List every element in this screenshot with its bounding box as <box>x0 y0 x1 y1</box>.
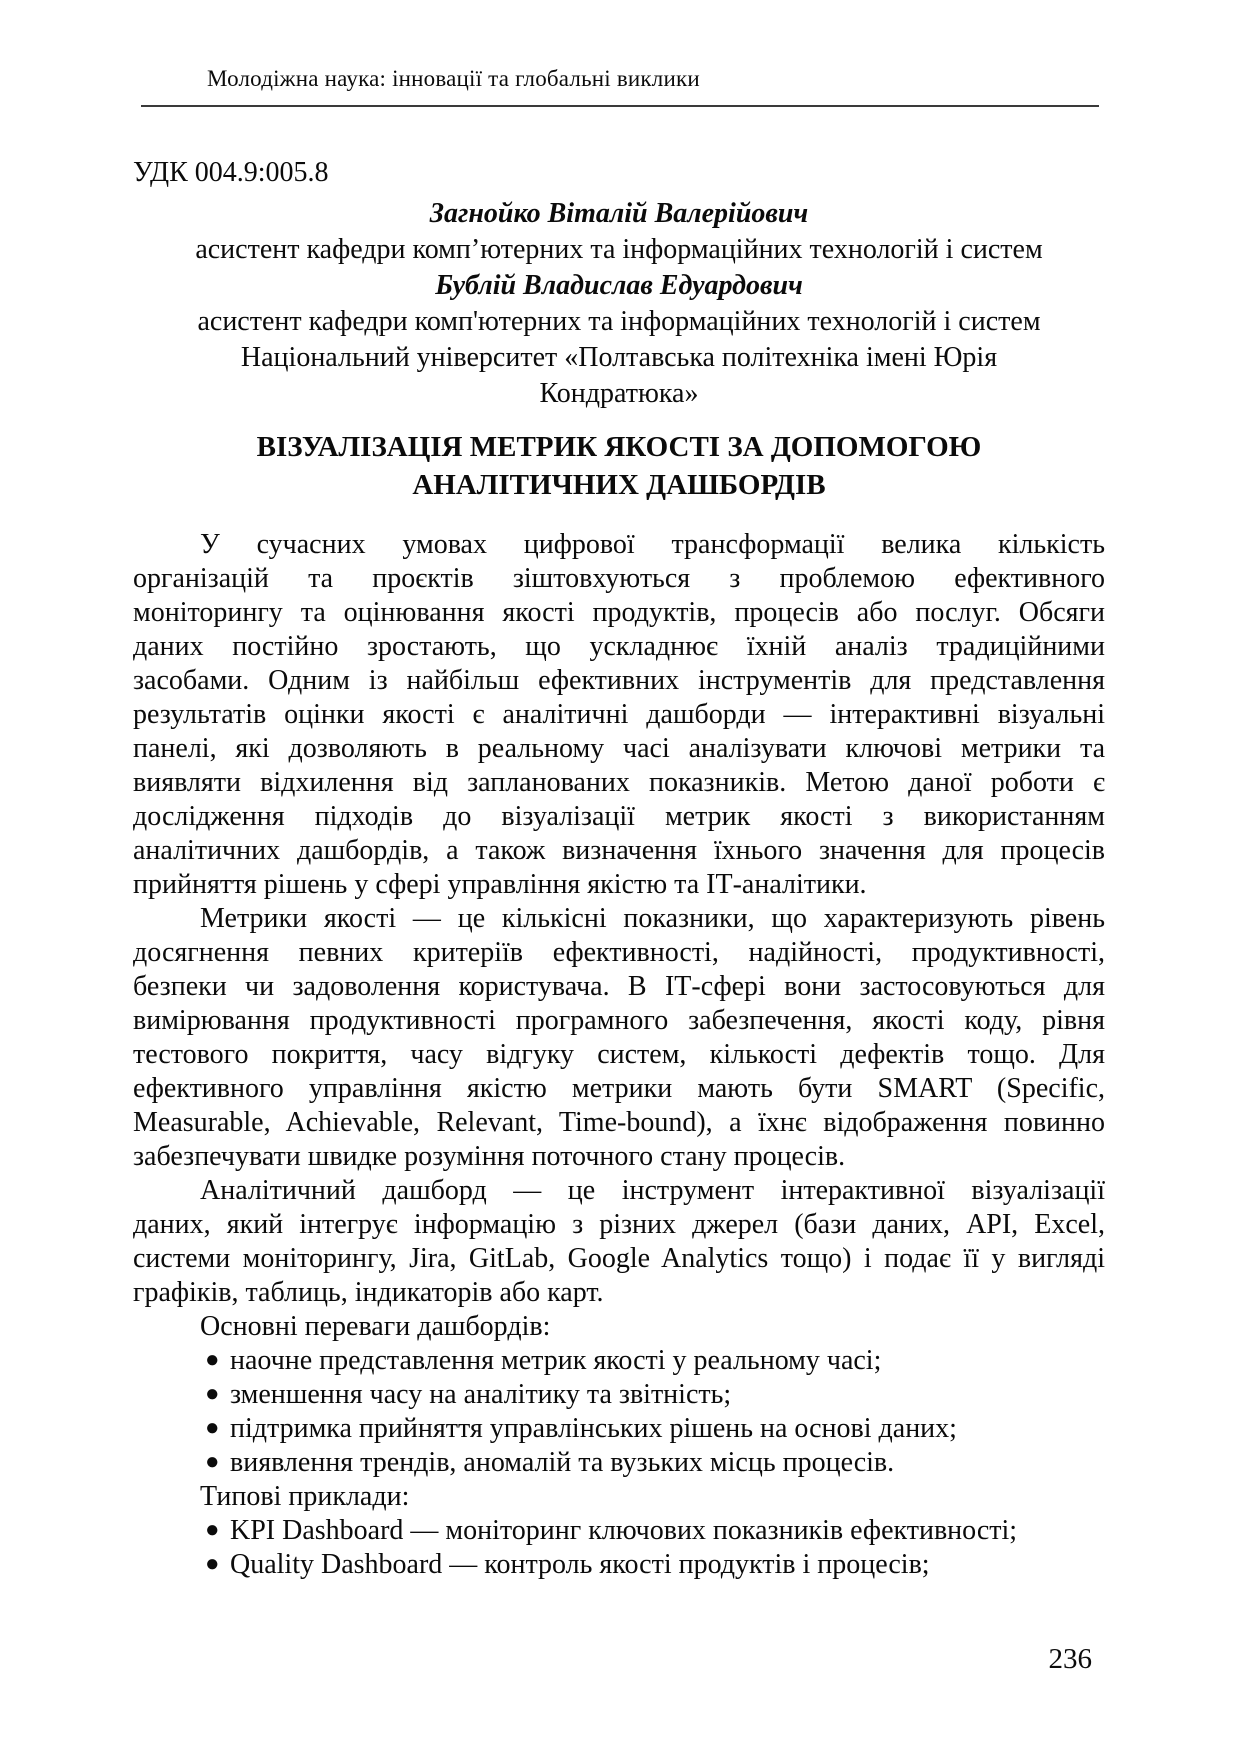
author-name: Бублій Владислав Едуардович <box>435 270 803 301</box>
paragraph-line: графіків, таблиць, індикаторів або карт. <box>133 1277 604 1308</box>
paragraph-line: безпеки чи задоволення користувача. В ІТ-сфері вони застосовуються для <box>133 971 1105 1002</box>
paragraph-line: У сучасних умовах цифрової трансформації велика кількість <box>200 529 1105 560</box>
paragraph-line: результатів оцінки якості є аналітичні дашборди — інтерактивні візуальні <box>133 699 1105 730</box>
author-affiliation: асистент кафедри комп’ютерних та інформаційних технологій і систем <box>195 234 1043 265</box>
paragraph-line: аналітичних дашбордів, а також визначення їхнього значення для процесів <box>133 835 1105 866</box>
text-line: Типові приклади: <box>200 1481 410 1512</box>
bullet-item-text: наочне представлення метрик якості у реальному часі; <box>230 1345 882 1376</box>
paragraph-line: панелі, які дозволяють в реальному часі аналізувати ключові метрики та <box>133 733 1105 764</box>
paragraph-line: прийняття рішень у сфері управління якістю та ІТ-аналітики. <box>133 869 867 900</box>
paragraph-line: дослідження підходів до візуалізації метрик якості з використанням <box>133 801 1105 832</box>
bullet-item <box>133 1548 1105 1582</box>
bullet-item <box>133 1446 1105 1480</box>
institution-line: Національний університет «Полтавська політехніка імені Юрія <box>240 342 998 373</box>
bullet-icon: ● <box>205 1415 220 1441</box>
bullet-item-text: виявлення трендів, аномалій та вузьких місць процесів. <box>230 1447 895 1478</box>
bullet-item <box>133 1344 1105 1378</box>
paragraph-line: тестового покриття, часу відгуку систем, кількості дефектів тощо. Для <box>133 1039 1105 1070</box>
author-block <box>133 196 1105 412</box>
article-title-line: АНАЛІТИЧНИХ ДАШБОРДІВ <box>412 469 826 501</box>
article-title-line: ВІЗУАЛІЗАЦІЯ МЕТРИК ЯКОСТІ ЗА ДОПОМОГОЮ <box>256 431 982 463</box>
paragraph <box>133 528 1105 902</box>
institution-line: Кондратюка» <box>539 378 699 409</box>
bullet-icon: ● <box>205 1347 220 1373</box>
paragraph-line: забезпечувати швидке розуміння поточного стану процесів. <box>133 1141 846 1172</box>
article-title <box>133 428 1105 504</box>
paragraph-line: досягнення певних критеріїв ефективності, надійності, продуктивності, <box>133 937 1105 968</box>
paragraph <box>133 902 1105 1174</box>
paragraph-line: системи моніторингу, Jira, GitLab, Google Analytics тощо) і подає її у вигляді <box>133 1243 1105 1274</box>
bullet-icon: ● <box>205 1449 220 1475</box>
bullet-icon: ● <box>205 1551 220 1577</box>
bullet-icon: ● <box>205 1381 220 1407</box>
paragraph-line: Аналітичний дашборд — це інструмент інтерактивної візуалізації <box>200 1175 1105 1206</box>
author-name: Загнойко Віталій Валерійович <box>429 198 809 229</box>
paragraph-line: даних, який інтегрує інформацію з різних джерел (бази даних, API, Excel, <box>133 1209 1105 1240</box>
paragraph-line: Метрики якості — це кількісні показники, що характеризують рівень <box>200 903 1105 934</box>
paragraph-line: ефективного управління якістю метрики мають бути SMART (Specific, <box>133 1073 1105 1104</box>
paragraph-line: Measurable, Achievable, Relevant, Time-bound), а їхнє відображення повинно <box>133 1107 1105 1138</box>
paragraph-line: моніторингу та оцінювання якості продуктів, процесів або послуг. Обсяги <box>133 597 1105 628</box>
bullet-item <box>133 1412 1105 1446</box>
udc-code: УДК 004.9:005.8 <box>133 157 329 188</box>
paragraph-line: засобами. Одним із найбільш ефективних інструментів для представлення <box>133 665 1105 696</box>
bullet-item <box>133 1514 1105 1548</box>
paragraph-line: виявляти відхилення від запланованих показників. Метою даної роботи є <box>133 767 1105 798</box>
paragraph-line: даних постійно зростають, що ускладнює їхній аналіз традиційними <box>133 631 1105 662</box>
bullet-item-text: підтримка прийняття управлінських рішень на основі даних; <box>230 1413 957 1444</box>
paragraph-line: вимірювання продуктивності програмного забезпечення, якості коду, рівня <box>133 1005 1105 1036</box>
bullet-item-text: Quality Dashboard — контроль якості продуктів і процесів; <box>230 1549 930 1580</box>
bullet-icon: ● <box>205 1517 220 1543</box>
bullet-item-text: зменшення часу на аналітику та звітність; <box>230 1379 732 1410</box>
bullet-item-text: KPI Dashboard — моніторинг ключових показників ефективності; <box>230 1515 1018 1546</box>
header-rule <box>141 105 1099 107</box>
bullet-item <box>133 1378 1105 1412</box>
paragraph <box>133 1174 1105 1310</box>
paragraph-line: організацій та проєктів зіштовхуються з проблемою ефективного <box>133 563 1105 594</box>
page-number: 236 <box>1048 1643 1092 1675</box>
running-header: Молодіжна наука: інновації та глобальні виклики <box>207 66 700 91</box>
text-line: Основні переваги дашбордів: <box>200 1311 551 1342</box>
article-body <box>133 528 1105 1582</box>
author-affiliation: асистент кафедри комп'ютерних та інформаційних технологій і систем <box>197 306 1041 337</box>
